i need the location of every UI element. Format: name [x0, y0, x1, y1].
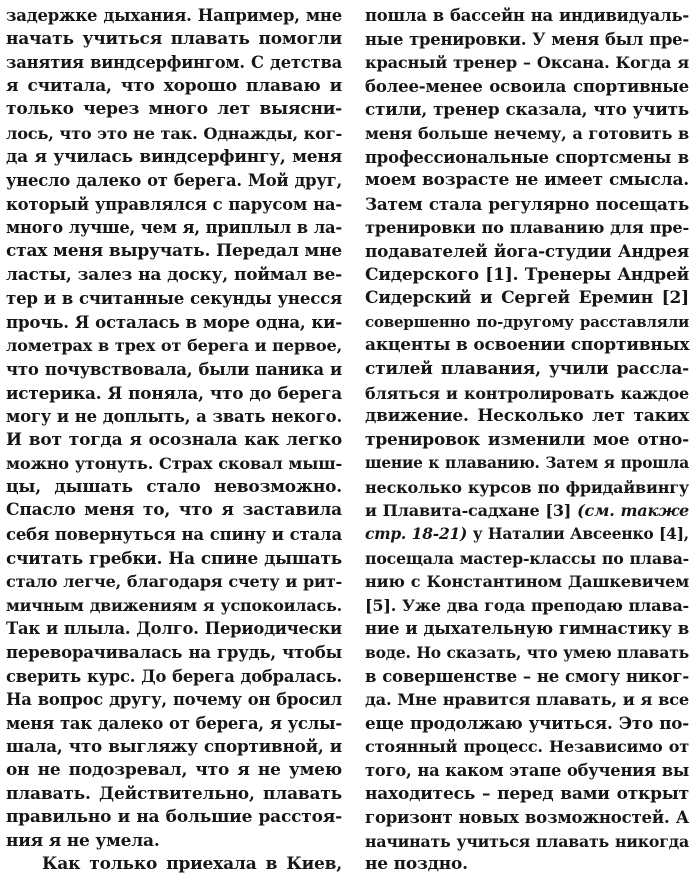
text-line: переворачивалась на грудь, чтобы	[6, 642, 342, 663]
text-line: можно утонуть. Страх сковал мыш-	[6, 454, 342, 474]
text-line: меня так далеко от берега, я услы-	[6, 713, 342, 733]
text-line: еще продолжаю учиться. Это по-	[365, 712, 689, 733]
text-line: стилей плавания, учили рассла-	[365, 358, 689, 379]
text-line: могу и не доплыть, а звать некого.	[6, 407, 342, 427]
text-line: шение к плаванию. Затем я прошла	[365, 454, 689, 473]
text-line: [5]. Уже два года преподаю плава-	[365, 595, 689, 615]
text-line: нию с Константином Дашкевичем	[365, 572, 689, 592]
text-line: который управлялся с парусом на-	[6, 194, 342, 214]
text-line: профессиональные спортсмены в	[365, 147, 689, 167]
text-line: считать гребки. На спине дышать	[6, 547, 342, 568]
text-line: да я училась виндсерфингу, меня	[6, 146, 342, 167]
text-line: тренировок изменили мое отно-	[365, 429, 689, 450]
text-line: плавать. Действительно, плавать	[6, 783, 342, 804]
right-text-column	[365, 4, 689, 877]
text-line: унесло далеко от берега. Мой друг,	[6, 171, 342, 191]
text-line: тренировки по плаванию для пре-	[365, 218, 689, 238]
text-line: находитесь – перед вами открыт	[365, 783, 689, 804]
text-line: моем возрасте не имеет смысла.	[365, 170, 689, 191]
text-line: тер и в считанные секунды унесся	[6, 288, 342, 309]
text-line: начать учиться плавать помогли	[6, 28, 342, 49]
text-line: Затем стала регулярно посещать	[365, 193, 689, 214]
text-line: в совершенстве – не смогу никог-	[365, 665, 689, 686]
text-line: движение. Несколько лет таких	[365, 406, 689, 427]
text-segment: и Плавита-садхане [3]	[365, 501, 578, 521]
text-line: начинать учиться плавать никогда	[365, 831, 689, 851]
text-line	[365, 523, 689, 547]
text-line: лометрах в трех от берега и первое,	[6, 336, 342, 356]
text-line: ласты, залез на доску, поймал ве-	[6, 264, 342, 285]
text-line: я считала, что хорошо плаваю и	[6, 75, 342, 96]
text-line: Сидерского [1]. Тренеры Андрей	[365, 264, 689, 285]
text-line: меня больше нечему, а готовить в	[365, 123, 689, 143]
text-line: горизонт новых возможностей. А	[365, 807, 689, 828]
text-line: стили, тренер сказала, что учить	[365, 99, 689, 120]
text-line: На вопрос другу, почему он бросил	[6, 690, 342, 710]
paragraph-start-line: Как только приехала в Киев,	[42, 854, 342, 875]
text-line: сверить курс. До берега добралась.	[6, 666, 342, 686]
text-line: мичным движениям я успокоилась.	[6, 595, 342, 615]
text-line: ние и дыхательную гимнастику в	[365, 618, 689, 639]
text-line: он не подозревал, что я не умею	[6, 760, 342, 780]
cross-reference-italic: стр. 18-21)	[365, 525, 468, 544]
text-line: Сидерский и Сергей Еремин [2]	[365, 288, 689, 309]
text-line: пошла в бассейн на индивидуаль-	[365, 6, 689, 25]
text-line: стало легче, благодаря счету и рит-	[6, 572, 342, 592]
text-line: стах меня выручать. Передал мне	[6, 240, 342, 261]
text-line: подавателей йога-студии Андрея	[365, 240, 689, 261]
text-line	[365, 499, 689, 523]
text-line: воде. Но сказать, что умею плавать	[365, 643, 689, 663]
text-segment: у Наталии Авсеенко [4],	[467, 525, 689, 544]
text-line: акценты в освоении спортивных	[365, 335, 690, 356]
text-line: Спасло меня то, что я заставила	[6, 500, 342, 521]
text-line: более-менее освоила спортивные	[365, 75, 689, 96]
text-line: занятия виндсерфингом. С детства	[6, 53, 342, 73]
text-line: Так и плыла. Долго. Периодически	[6, 619, 342, 639]
text-line: цы, дышать стало невозможно.	[6, 476, 342, 497]
paragraph-end-line: ния я не умела.	[6, 830, 160, 851]
text-line: лось, что это не так. Однажды, ког-	[6, 123, 342, 143]
text-line: стоянный процесс. Независимо от	[365, 737, 689, 757]
text-line: прочь. Я осталась в море одна, ки-	[6, 311, 342, 332]
text-line: что почувствовала, были паника и	[6, 358, 342, 379]
text-line: И вот тогда я осознала как легко	[6, 429, 342, 450]
text-line: посещала мастер-классы по плава-	[365, 548, 689, 568]
text-line: совершенно по-другому расставляли	[365, 312, 689, 331]
text-line: себя повернуться на спину и стала	[6, 524, 342, 545]
text-line: правильно и на большие расстоя-	[6, 807, 342, 828]
text-line: несколько курсов по фридайвингу	[365, 477, 689, 497]
text-line: ные тренировки. У меня был пре-	[365, 29, 689, 49]
text-line: красный тренер – Оксана. Когда я	[365, 53, 689, 73]
left-text-column	[6, 4, 342, 877]
text-line: истерика. Я поняла, что до берега	[6, 382, 342, 403]
text-line: шала, что выгляжу спортивной, и	[6, 736, 342, 757]
paragraph-end-line: не поздно.	[365, 854, 468, 875]
text-line: бляться и контролировать каждое	[365, 383, 689, 403]
text-line: только через много лет выясни-	[6, 99, 342, 120]
text-line: много лучше, чем я, приплыл в ла-	[6, 218, 342, 238]
text-line: того, на каком этапе обучения вы	[365, 761, 689, 780]
cross-reference-italic: (см. также	[577, 501, 689, 521]
text-line: задержке дыхания. Например, мне	[6, 6, 342, 25]
text-line: да. Мне нравится плавать, и я все	[365, 690, 689, 710]
